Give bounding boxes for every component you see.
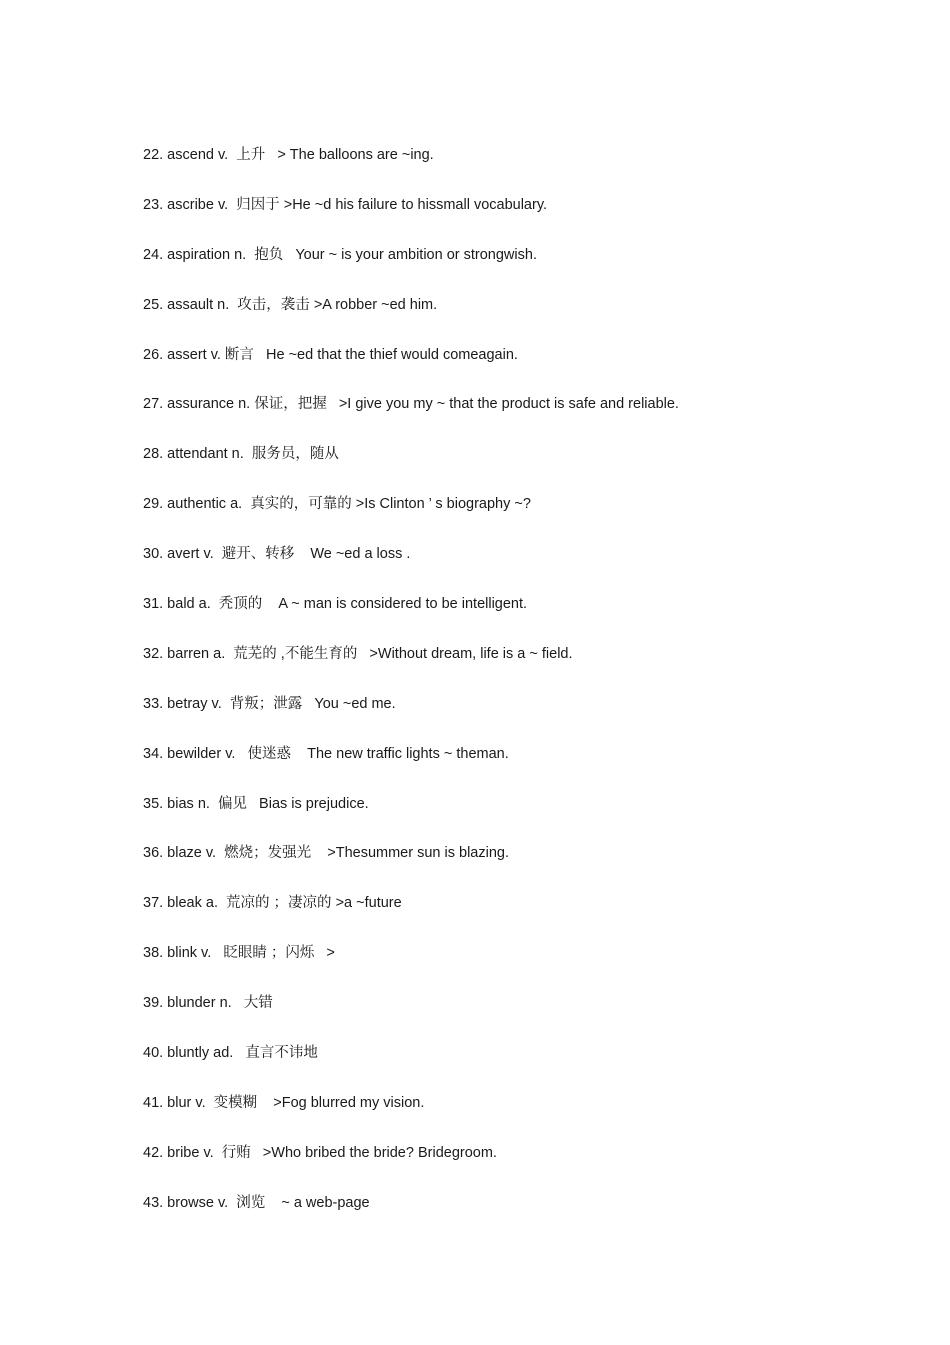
vocab-entry: 35. bias n. 偏见 Bias is prejudice.	[143, 795, 369, 812]
vocab-entry: 33. betray v. 背叛；泄露 You ~ed me.	[143, 695, 396, 712]
vocab-entry: 22. ascend v. 上升 > The balloons are ~ing.	[143, 147, 434, 163]
vocab-entry: 25. assault n. 攻击，袭击 >A robber ~ed him.	[143, 296, 438, 313]
vocab-entry: 41. blur v. 变模糊 >Fog blurred my vision.	[143, 1094, 425, 1111]
vocab-entry: 42. bribe v. 行贿 >Who bribed the bride? Bridegroom.	[143, 1144, 497, 1161]
vocab-entry: 39. blunder n. 大错	[143, 995, 273, 1012]
vocab-entry: 23. ascribe v. 归因于 >He ~d his failure to hissmall vocabulary.	[143, 196, 548, 213]
vocab-entry: 30. avert v. 避开、转移 We ~ed a loss .	[143, 546, 411, 563]
vocab-entry: 40. bluntly ad. 直言不讳地	[143, 1045, 318, 1062]
vocabulary-list	[143, 145, 923, 1243]
vocab-entry: 43. browse v. 浏览 ~ a web-page	[143, 1194, 370, 1211]
vocab-entry: 34. bewilder v. 使迷惑 The new traffic lights ~ theman.	[143, 745, 509, 762]
vocab-entry: 24. aspiration n. 抱负 Your ~ is your ambition or strongwish.	[143, 246, 537, 263]
vocab-entry: 37. bleak a. 荒凉的 ；凄凉的 >a ~future	[143, 895, 402, 912]
vocab-entry: 28. attendant n. 服务员，随从	[143, 446, 339, 463]
vocab-entry: 31. bald a. 秃顶的 A ~ man is considered to be intelligent.	[143, 596, 528, 613]
vocab-entry: 38. blink v. 眨眼睛 ；闪烁 >	[143, 945, 335, 962]
vocab-entry: 36. blaze v. 燃烧；发强光 >Thesummer sun is blazing.	[143, 845, 509, 862]
vocab-entry: 26. assert v. 断言 He ~ed that the thief would comeagain.	[143, 346, 518, 363]
vocab-entry: 32. barren a. 荒芜的 ,不能生育的 >Without dream, life is a ~ field.	[143, 645, 573, 662]
vocab-entry: 29. authentic a. 真实的，可靠的 >Is Clinton ’ s biography ~?	[143, 496, 531, 513]
vocab-entry: 27. assurance n. 保证，把握 >I give you my ~ that the product is safe and reliable.	[143, 396, 679, 413]
